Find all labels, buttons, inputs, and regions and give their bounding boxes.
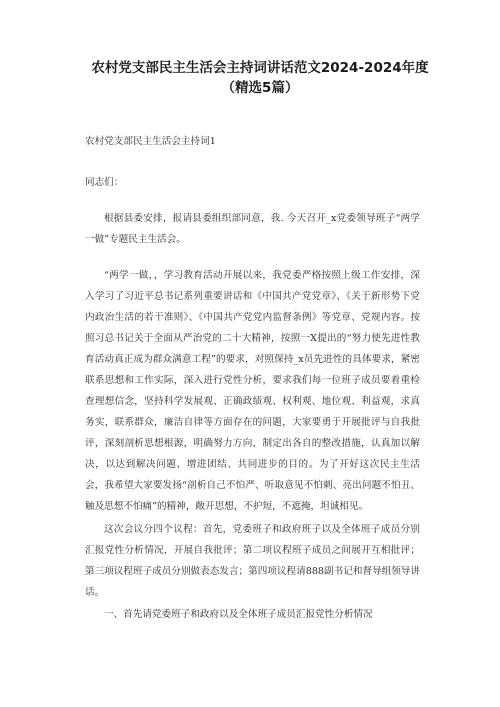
paragraph-2-text: “两学一做，，学习教育活动开展以来，我党委严格按照上级工作安排，深入学习了习近平总书记系列重要讲话和《中国共产党党章》、《关于新形势下党内政治生活的若干准则》、《中国共产党党内监督条例》等党章、党规内容。按照习总书记关于全面从严治党的二十大精神，按照一X提出的“努力使先进性教育活动真正成为群众满意工程”的要求，对照保持_x员先进性的具体要求，紧密联系思想和工作实际，深入进行党性分析，要求我们每一位班子成员要着重检查理想信念，坚持科学发展观、正确政绩观、权利观、地位观、利益观，求真务实，联系群众，廉洁自律等方面存在的问题，大家要勇于开展批评与自我批评，深刻剖析思想根源，明确努力方向，制定出各自的整改措施，认真加以解决，以达到解决问题、增进团结、共同进步的目的。为了开好这次民主生活会，我希望大家要发扬“剖析自己不怕严、听取意见不怕刺、亮出问题不怕丑、触及思想不怕痛”的精神，敞开思想，不护短，不遮掩，坦诚相见。	[85, 270, 420, 512]
title-line-1: 农村党支部民主生活会主持词讲话范文2024-2024年度	[91, 60, 429, 76]
title-line-2: （精选5篇）	[221, 80, 299, 96]
paragraph-3	[85, 519, 420, 603]
paragraph-1-text: 根据县委安排，报请县委组织部同意，我. 今天召开_x党委领导班子“两学一做”专题民主生活会。	[85, 213, 420, 245]
agenda-item-1-text: 一、首先请党委班子和政府以及全体班子成员汇报党性分析情况	[104, 609, 373, 620]
salutation-text: 同志们：	[85, 177, 124, 188]
paragraph-2	[85, 265, 420, 517]
document-title	[60, 58, 460, 98]
paragraph-1	[85, 208, 420, 250]
section-heading-text: 农村党支部民主生活会主持词1	[85, 136, 216, 147]
section-heading	[85, 131, 420, 152]
agenda-item-1	[85, 604, 420, 625]
paragraph-3-text: 这次会议分四个议程：首先，党委班子和政府班子以及全体班子成员分别汇报党性分析情况，开展自我批评；第二项议程班子成员之间展开互相批评；第三项议程班子成员分别做表态发言；第四项议程请888副书记和督导组领导讲话。	[85, 524, 420, 598]
salutation	[85, 172, 420, 193]
